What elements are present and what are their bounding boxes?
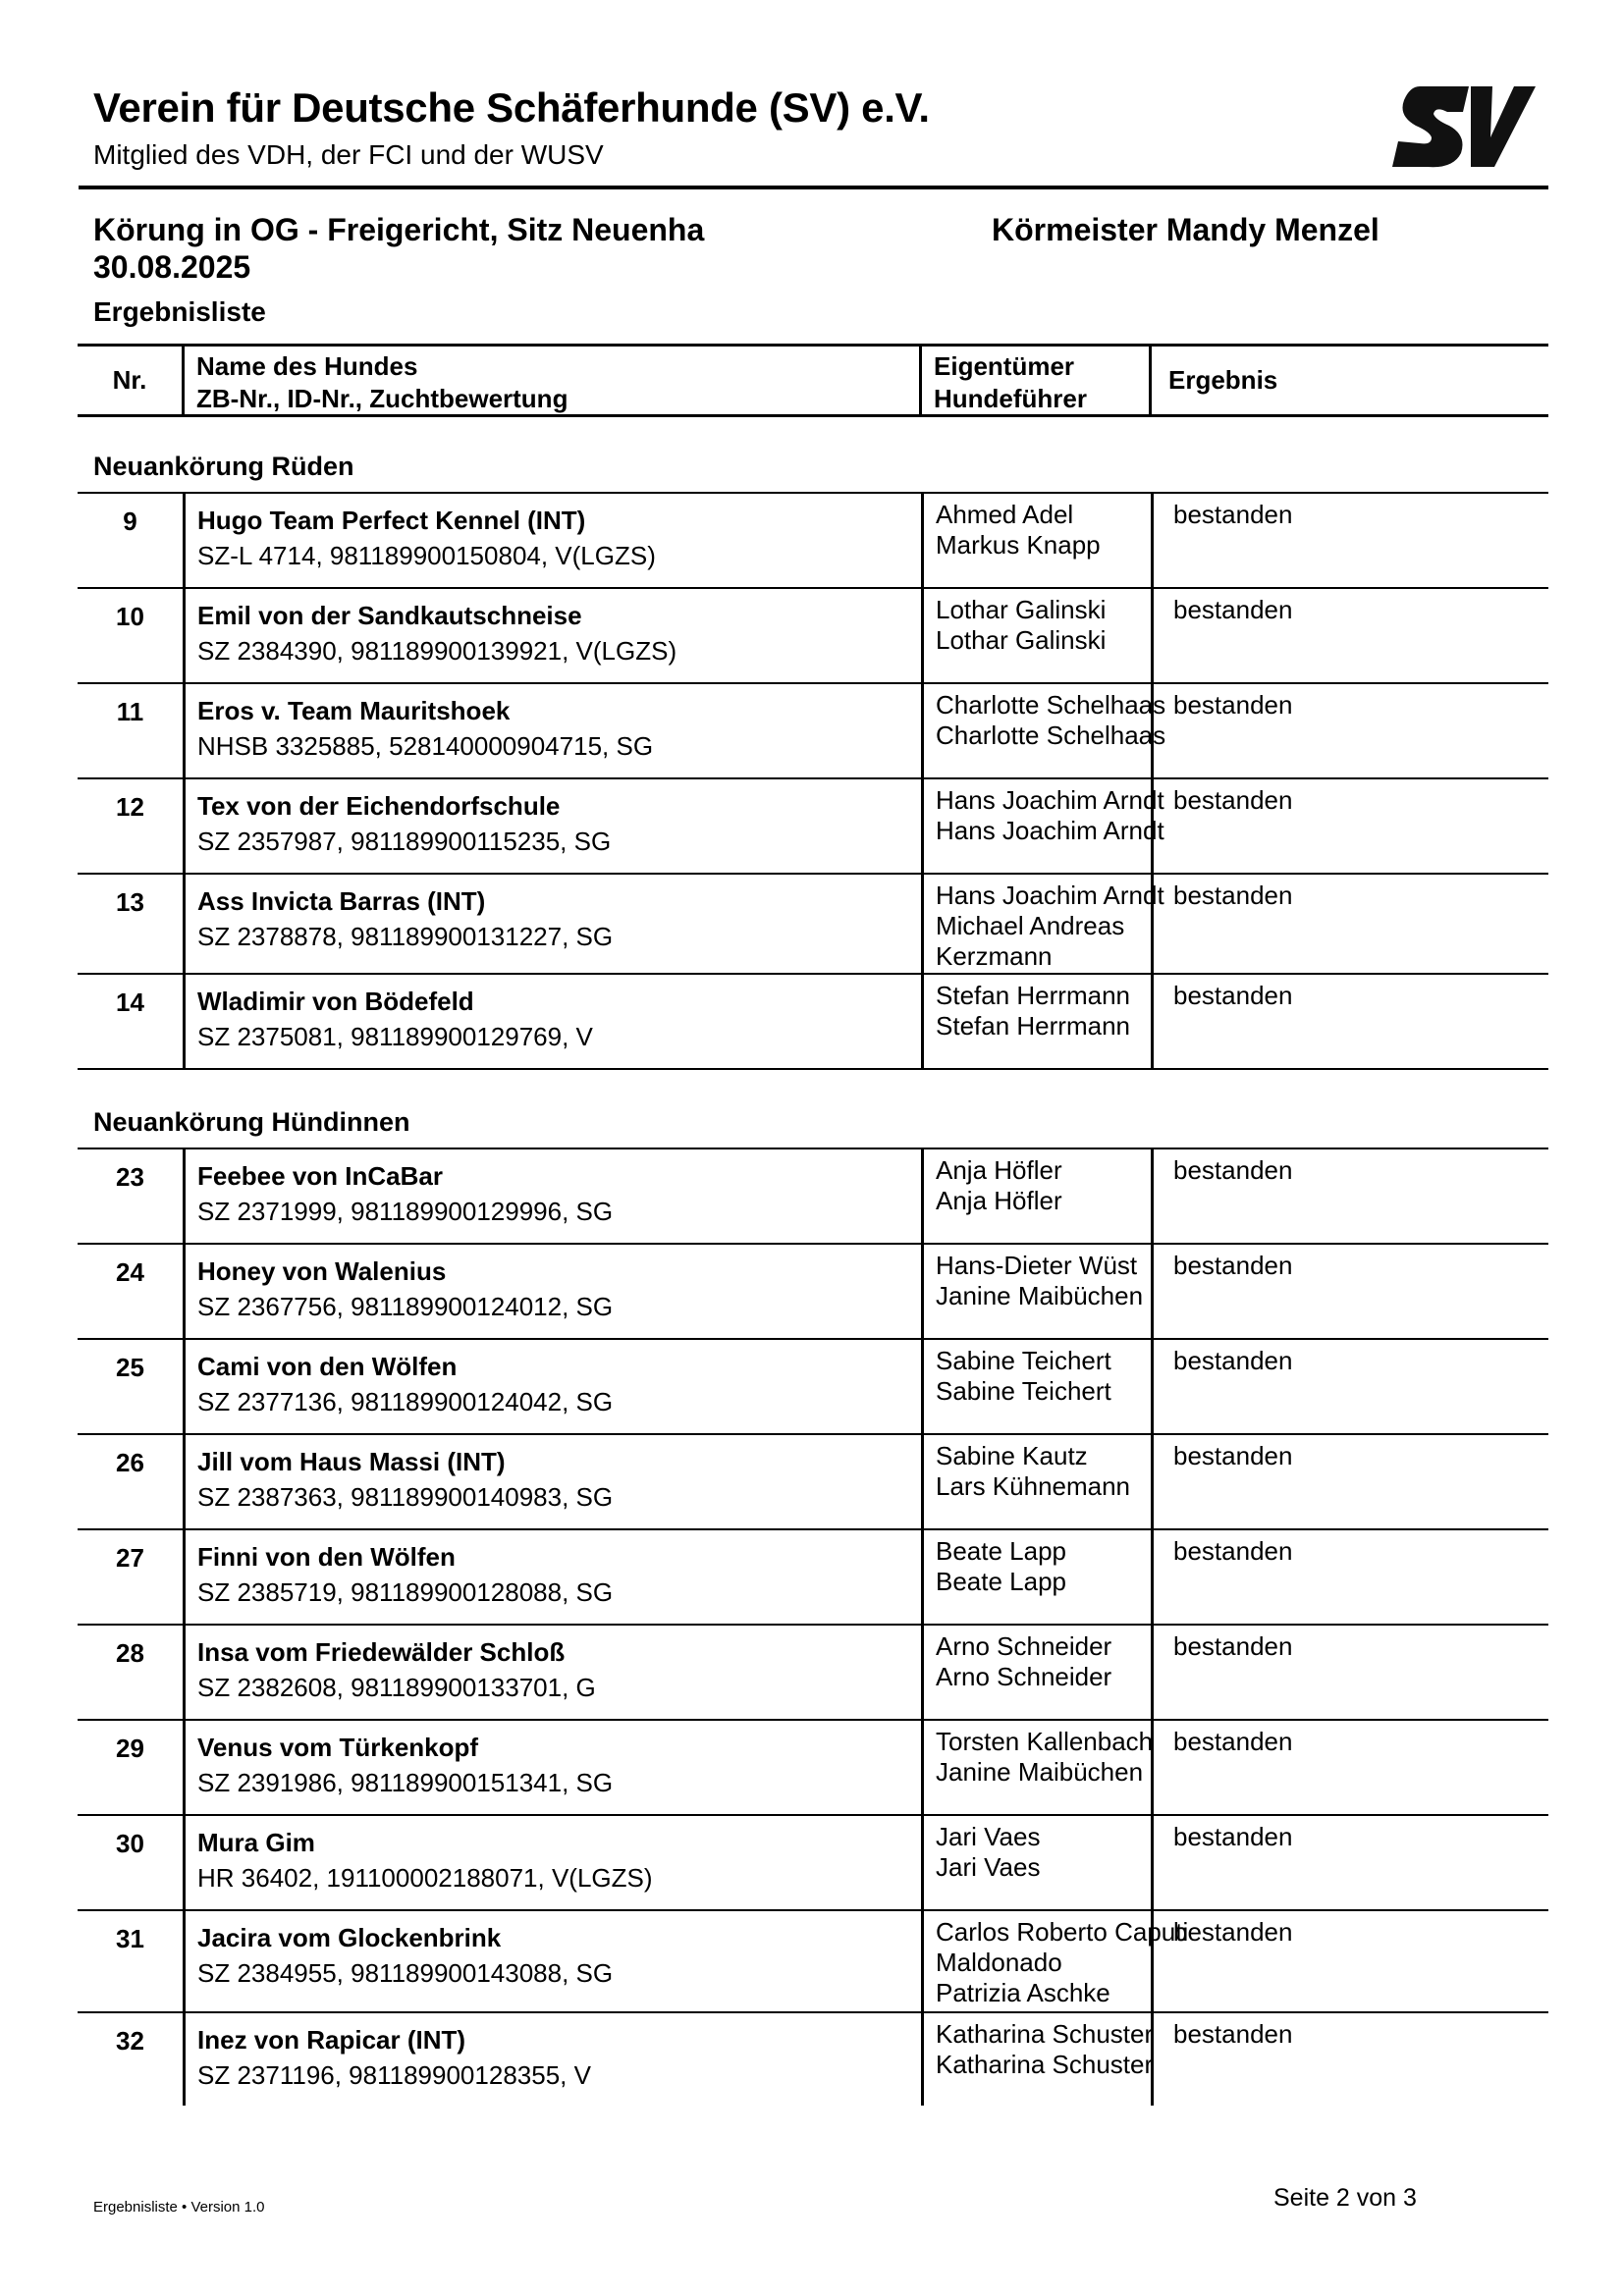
row-dog: [183, 1626, 921, 1719]
row-nr: 27: [116, 1543, 144, 1573]
row-owner: [921, 779, 1164, 873]
handler-name: Jari Vaes: [936, 1852, 1041, 1882]
row-result: bestanden: [1151, 1626, 1548, 1719]
row-result: bestanden: [1151, 1149, 1548, 1243]
dog-name: Emil von der Sandkautschneise: [197, 601, 582, 630]
owner-name: Anja Höfler: [936, 1155, 1062, 1185]
owner-name: Beate Lapp: [936, 1536, 1067, 1566]
page-number: Seite 2 von 3: [1273, 2184, 1417, 2212]
dog-ids: SZ 2371999, 981189900129996, SG: [197, 1197, 614, 1226]
row-result: bestanden: [1151, 1816, 1548, 1909]
section-rows-rueden: [78, 492, 1548, 1070]
row-owner: [921, 1721, 1154, 1814]
row-dog: [183, 1530, 921, 1624]
dog-name: Venus vom Türkenkopf: [197, 1733, 479, 1762]
row-result: bestanden: [1151, 875, 1548, 973]
handler-name: Michael Andreas: [936, 911, 1125, 940]
dog-ids: SZ 2377136, 981189900124042, SG: [197, 1387, 614, 1416]
row-dog: [183, 494, 921, 587]
dog-ids: SZ-L 4714, 981189900150804, V(LGZS): [197, 541, 656, 570]
column-header-nr: Nr.: [112, 365, 147, 395]
owner-name: Sabine Teichert: [936, 1346, 1111, 1375]
row-dog: [183, 779, 921, 873]
row-result: bestanden: [1151, 2013, 1548, 2106]
handler-name: Katharina Schuster: [936, 2050, 1154, 2079]
row-owner: [921, 589, 1151, 682]
dog-ids: SZ 2384955, 981189900143088, SG: [197, 1958, 614, 1988]
table-row: [78, 1243, 1548, 1338]
footer-version: Ergebnisliste • Version 1.0: [93, 2199, 265, 2216]
table-row: [78, 492, 1548, 587]
row-nr: 31: [116, 1924, 144, 1953]
row-result: bestanden: [1151, 1530, 1548, 1624]
row-nr: 26: [116, 1448, 144, 1477]
row-nr: 25: [116, 1353, 144, 1382]
row-owner: [921, 1435, 1151, 1528]
handler-name: Sabine Teichert: [936, 1376, 1111, 1406]
owner-name: Charlotte Schelhaas: [936, 690, 1166, 720]
dog-ids: SZ 2391986, 981189900151341, SG: [197, 1768, 614, 1797]
row-dog: [183, 1721, 921, 1814]
row-nr: 32: [116, 2026, 144, 2056]
owner-name: Katharina Schuster: [936, 2019, 1154, 2049]
column-header-owner: [919, 347, 1149, 414]
row-dog: [183, 2013, 921, 2106]
table-row: [78, 1814, 1548, 1909]
section-rows-huendinnen: [78, 1148, 1548, 2106]
dog-ids: HR 36402, 191100002188071, V(LGZS): [197, 1863, 653, 1893]
row-owner: [921, 1245, 1151, 1338]
handler-name: Charlotte Schelhaas: [936, 721, 1166, 750]
owner-name: Arno Schneider: [936, 1631, 1112, 1661]
owner-name: Torsten Kallenbach: [936, 1727, 1154, 1756]
table-row: [78, 1433, 1548, 1528]
table-header: [78, 344, 1548, 417]
section-label-huendinnen: Neuankörung Hündinnen: [93, 1107, 410, 1137]
row-nr: 11: [116, 697, 144, 726]
owner-name: Hans Joachim Arndt: [936, 881, 1164, 910]
row-owner: [921, 1530, 1151, 1624]
row-nr: 23: [116, 1162, 144, 1192]
column-header-result: Ergebnis: [1149, 347, 1548, 414]
row-result: bestanden: [1151, 494, 1548, 587]
row-result: bestanden: [1151, 1911, 1548, 2011]
row-owner: [921, 1626, 1151, 1719]
handler-name: Stefan Herrmann: [936, 1011, 1130, 1041]
owner-name: Carlos Roberto Caputi: [936, 1917, 1189, 1947]
dog-name: Tex von der Eichendorfschule: [197, 791, 561, 821]
dog-name: Honey von Walenius: [197, 1256, 447, 1286]
table-row: [78, 1719, 1548, 1814]
dog-name: Feebee von InCaBar: [197, 1161, 443, 1191]
event-date: 30.08.2025: [93, 249, 251, 285]
dog-ids: SZ 2378878, 981189900131227, SG: [197, 922, 614, 951]
row-dog: [183, 589, 921, 682]
owner-name: Stefan Herrmann: [936, 981, 1130, 1010]
dog-name: Finni von den Wölfen: [197, 1542, 456, 1572]
row-nr: 10: [116, 602, 144, 631]
dog-name: Hugo Team Perfect Kennel (INT): [197, 506, 586, 535]
row-result: bestanden: [1151, 1721, 1548, 1814]
dog-name: Eros v. Team Mauritshoek: [197, 696, 511, 725]
row-nr: 29: [116, 1734, 144, 1763]
row-dog: [183, 1149, 921, 1243]
table-row: [78, 1909, 1548, 2011]
column-header-name-line2: ZB-Nr., ID-Nr., Zuchtbewertung: [196, 384, 568, 413]
row-owner: [921, 1911, 1189, 2011]
dog-ids: SZ 2384390, 981189900139921, V(LGZS): [197, 636, 677, 666]
owner-name: Lothar Galinski: [936, 595, 1107, 624]
owner-name: Hans Joachim Arndt: [936, 785, 1164, 815]
handler-name: Janine Maibüchen: [936, 1281, 1144, 1310]
row-nr: 14: [116, 988, 144, 1017]
row-owner: [921, 684, 1166, 777]
handler-name: Anja Höfler: [936, 1186, 1062, 1215]
dog-ids: SZ 2385719, 981189900128088, SG: [197, 1577, 614, 1607]
row-result: bestanden: [1151, 975, 1548, 1068]
row-result: bestanden: [1151, 1245, 1548, 1338]
list-title: Ergebnisliste: [93, 296, 266, 327]
dog-name: Wladimir von Bödefeld: [197, 987, 474, 1016]
dog-name: Mura Gim: [197, 1828, 315, 1857]
dog-name: Jacira vom Glockenbrink: [197, 1923, 502, 1952]
org-subtitle: Mitglied des VDH, der FCI und der WUSV: [93, 139, 604, 170]
row-owner: [921, 975, 1151, 1068]
row-result: bestanden: [1151, 684, 1548, 777]
table-row: [78, 973, 1548, 1070]
row-nr: 13: [116, 887, 144, 917]
owner-name-cont: Maldonado: [936, 1948, 1062, 1977]
row-owner: [921, 2013, 1154, 2106]
row-dog: [183, 1816, 921, 1909]
handler-name: Patrizia Aschke: [936, 1978, 1110, 2007]
row-nr: 12: [116, 792, 144, 822]
sv-logo-icon: [1392, 82, 1536, 169]
row-dog: [183, 1340, 921, 1433]
dog-ids: SZ 2387363, 981189900140983, SG: [197, 1482, 614, 1512]
dog-ids: SZ 2371196, 981189900128355, V: [197, 2060, 591, 2090]
dog-ids: SZ 2357987, 981189900115235, SG: [197, 827, 612, 856]
org-title: Verein für Deutsche Schäferhunde (SV) e.V.: [93, 84, 930, 131]
table-row: [78, 1148, 1548, 1243]
table-row: [78, 777, 1548, 873]
owner-name: Ahmed Adel: [936, 500, 1074, 529]
row-result: bestanden: [1151, 1435, 1548, 1528]
handler-name-cont: Kerzmann: [936, 941, 1053, 971]
table-row: [78, 682, 1548, 777]
event-title: Körung in OG - Freigericht, Sitz Neuenha: [93, 212, 705, 247]
dog-ids: SZ 2375081, 981189900129769, V: [197, 1022, 593, 1051]
row-dog: [183, 1435, 921, 1528]
row-nr: 30: [116, 1829, 144, 1858]
section-label-rueden: Neuankörung Rüden: [93, 452, 354, 481]
dog-ids: SZ 2367756, 981189900124012, SG: [197, 1292, 614, 1321]
handler-name: Arno Schneider: [936, 1662, 1112, 1691]
row-nr: 24: [116, 1257, 144, 1287]
table-row: [78, 1338, 1548, 1433]
row-owner: [921, 1340, 1151, 1433]
row-dog: [183, 875, 921, 973]
column-header-name: [182, 347, 919, 414]
row-dog: [183, 1911, 921, 2011]
table-row: [78, 1528, 1548, 1624]
row-dog: [183, 684, 921, 777]
dog-name: Insa vom Friedewälder Schloß: [197, 1637, 566, 1667]
owner-name: Jari Vaes: [936, 1822, 1041, 1851]
handler-name: Lothar Galinski: [936, 625, 1107, 655]
table-row: [78, 1624, 1548, 1719]
dog-ids: SZ 2382608, 981189900133701, G: [197, 1673, 596, 1702]
owner-name: Hans-Dieter Wüst: [936, 1251, 1138, 1280]
handler-name: Beate Lapp: [936, 1567, 1067, 1596]
row-owner: [921, 494, 1151, 587]
handler-name: Janine Maibüchen: [936, 1757, 1144, 1787]
handler-name: Markus Knapp: [936, 530, 1101, 560]
owner-name: Sabine Kautz: [936, 1441, 1088, 1470]
row-owner: [921, 1149, 1151, 1243]
table-row: [78, 587, 1548, 682]
koermeister: Körmeister Mandy Menzel: [992, 212, 1380, 247]
header-rule: [79, 186, 1548, 189]
table-row: [78, 2011, 1548, 2106]
dog-name: Cami von den Wölfen: [197, 1352, 458, 1381]
dog-name: Jill vom Haus Massi (INT): [197, 1447, 506, 1476]
handler-name: Hans Joachim Arndt: [936, 816, 1164, 845]
row-owner: [921, 875, 1164, 973]
row-nr: 9: [123, 507, 137, 536]
dog-ids: NHSB 3325885, 528140000904715, SG: [197, 731, 654, 761]
column-header-owner-line1: Eigentümer: [934, 351, 1075, 381]
row-nr: 28: [116, 1638, 144, 1668]
row-result: bestanden: [1151, 779, 1548, 873]
handler-name: Lars Kühnemann: [936, 1471, 1131, 1501]
dog-name: Ass Invicta Barras (INT): [197, 886, 486, 916]
row-result: bestanden: [1151, 589, 1548, 682]
table-row: [78, 873, 1548, 973]
dog-name: Inez von Rapicar (INT): [197, 2025, 466, 2055]
column-header-owner-line2: Hundeführer: [934, 384, 1087, 413]
row-dog: [183, 1245, 921, 1338]
row-dog: [183, 975, 921, 1068]
column-header-name-line1: Name des Hundes: [196, 351, 418, 381]
row-owner: [921, 1816, 1151, 1909]
row-result: bestanden: [1151, 1340, 1548, 1433]
